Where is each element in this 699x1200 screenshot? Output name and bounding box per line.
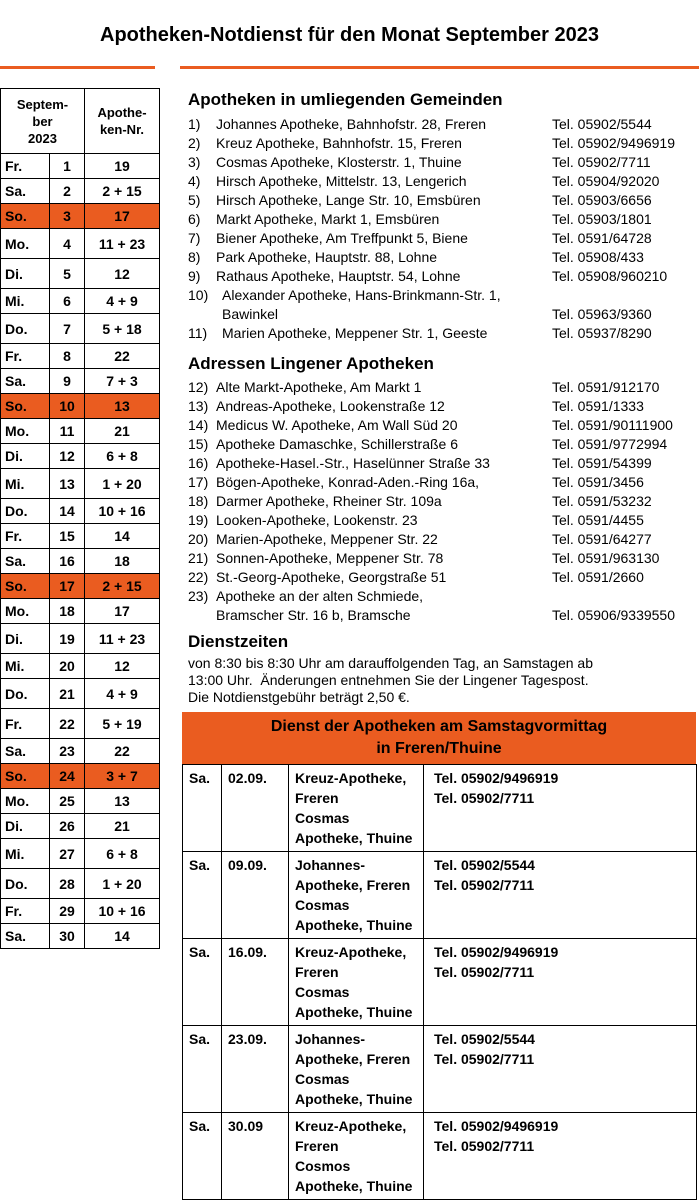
pharmacy-number: 3) <box>188 154 201 170</box>
pharmacy-phone: Tel. 05908/960210 <box>552 268 668 284</box>
schedule-day: So. <box>1 394 50 419</box>
saturday-day: Sa. <box>189 944 211 960</box>
schedule-row <box>1 679 160 709</box>
saturday-cell-ph <box>424 1026 697 1113</box>
schedule-pharmacy-nr: 21 <box>85 814 160 839</box>
pharmacy-phone: Tel. 05906/9339550 <box>552 607 675 623</box>
saturday-date: 30.09 <box>228 1118 264 1134</box>
pharmacy-number: 18) <box>188 493 209 509</box>
schedule-day: Sa. <box>1 924 50 949</box>
pharmacy-phone: Tel. 0591/64277 <box>552 531 652 547</box>
saturday-cell-ap <box>289 852 424 939</box>
saturday-cell-d <box>183 852 222 939</box>
saturday-pharmacy-1: Kreuz-Apotheke, Freren <box>295 1118 407 1154</box>
schedule-date: 20 <box>50 654 85 679</box>
saturday-phone-1: Tel. 05902/5544 <box>434 1031 535 1047</box>
pharmacy-number: 13) <box>188 398 209 414</box>
saturday-pharmacy-1: Johannes-Apotheke, Freren <box>295 1031 411 1067</box>
saturday-pharmacy-2: Cosmos Apotheke, Thuine <box>295 1158 413 1194</box>
schedule-row <box>1 924 160 949</box>
pharmacy-address-continued: Bawinkel <box>222 306 279 322</box>
saturday-phone-1: Tel. 05902/9496919 <box>434 944 559 960</box>
schedule-date: 25 <box>50 789 85 814</box>
schedule-row <box>1 599 160 624</box>
saturday-cell-ph <box>424 1113 697 1200</box>
pharmacy-name-address: Rathaus Apotheke, Hauptstr. 54, Lohne <box>216 268 461 284</box>
schedule-pharmacy-nr: 17 <box>85 204 160 229</box>
schedule-date: 22 <box>50 709 85 739</box>
schedule-day: Sa. <box>1 739 50 764</box>
pharmacy-name-address: Alte Markt-Apotheke, Am Markt 1 <box>216 379 422 395</box>
schedule-day: Do. <box>1 869 50 899</box>
pharmacy-phone: Tel. 0591/2660 <box>552 569 644 585</box>
pharmacy-number: 8) <box>188 249 201 265</box>
divider-right <box>180 66 699 69</box>
saturday-cell-ap <box>289 1113 424 1200</box>
saturday-pharmacy-2: Cosmas Apotheke, Thuine <box>295 897 413 933</box>
schedule-row <box>1 654 160 679</box>
schedule-pharmacy-nr: 4 + 9 <box>85 679 160 709</box>
saturday-date: 23.09. <box>228 1031 267 1047</box>
saturday-phone-1: Tel. 05902/5544 <box>434 857 535 873</box>
saturday-cell-ap <box>289 1026 424 1113</box>
schedule-pharmacy-nr: 14 <box>85 524 160 549</box>
dienstzeiten-fee: Die Notdienstgebühr beträgt 2,50 €. <box>188 689 410 705</box>
pharmacy-name-address: Markt Apotheke, Markt 1, Emsbüren <box>216 211 440 227</box>
saturday-cell-date <box>222 939 289 1026</box>
pharmacy-phone: Tel. 0591/64728 <box>552 230 652 246</box>
saturday-cell-date <box>222 852 289 939</box>
schedule-day: Mo. <box>1 599 50 624</box>
pharmacy-name-address: Kreuz Apotheke, Bahnhofstr. 15, Freren <box>216 135 462 151</box>
schedule-date: 3 <box>50 204 85 229</box>
schedule-date: 4 <box>50 229 85 259</box>
saturday-pharmacy-2: Cosmas Apotheke, Thuine <box>295 984 413 1020</box>
schedule-day: Di. <box>1 444 50 469</box>
schedule-date: 12 <box>50 444 85 469</box>
pharmacy-number: 1) <box>188 116 201 132</box>
schedule-day: Do. <box>1 679 50 709</box>
pharmacy-phone: Tel. 0591/963130 <box>552 550 660 566</box>
schedule-row <box>1 499 160 524</box>
schedule-pharmacy-nr: 22 <box>85 344 160 369</box>
schedule-pharmacy-nr: 3 + 7 <box>85 764 160 789</box>
surrounding-heading: Apotheken in umliegenden Gemeinden <box>188 90 503 109</box>
schedule-row <box>1 524 160 549</box>
saturday-date: 02.09. <box>228 770 267 786</box>
pharmacy-phone: Tel. 0591/53232 <box>552 493 652 509</box>
schedule-day: Sa. <box>1 549 50 574</box>
saturday-phone-1: Tel. 05902/9496919 <box>434 1118 559 1134</box>
schedule-day: Fr. <box>1 899 50 924</box>
schedule-row <box>1 789 160 814</box>
pharmacy-phone: Tel. 05904/92020 <box>552 173 660 189</box>
saturday-pharmacy-1: Johannes-Apotheke, Freren <box>295 857 411 893</box>
saturday-pharmacy-2: Cosmas Apotheke, Thuine <box>295 1071 413 1107</box>
schedule-pharmacy-nr: 18 <box>85 549 160 574</box>
saturday-day: Sa. <box>189 857 211 873</box>
pharmacy-number: 4) <box>188 173 201 189</box>
pharmacy-name-address: Apotheke an der alten Schmiede, <box>216 588 424 604</box>
schedule-day: Mi. <box>1 289 50 314</box>
saturday-cell-d <box>183 939 222 1026</box>
saturday-day: Sa. <box>189 770 211 786</box>
pharmacy-number: 19) <box>188 512 209 528</box>
schedule-date: 13 <box>50 469 85 499</box>
schedule-date: 23 <box>50 739 85 764</box>
schedule-day: Do. <box>1 314 50 344</box>
pharmacy-number: 6) <box>188 211 201 227</box>
pharmacy-phone: Tel. 0591/4455 <box>552 512 644 528</box>
pharmacy-number: 2) <box>188 135 201 151</box>
schedule-pharmacy-nr: 13 <box>85 789 160 814</box>
dienstzeiten-heading: Dienstzeiten <box>188 632 289 651</box>
schedule-day: Mo. <box>1 419 50 444</box>
saturday-cell-ph <box>424 765 697 852</box>
pharmacy-name-address: Darmer Apotheke, Rheiner Str. 109a <box>216 493 442 509</box>
schedule-row <box>1 419 160 444</box>
pharmacy-phone: Tel. 05908/433 <box>552 249 644 265</box>
schedule-date: 30 <box>50 924 85 949</box>
schedule-date: 11 <box>50 419 85 444</box>
schedule-row <box>1 469 160 499</box>
schedule-pharmacy-nr: 7 + 3 <box>85 369 160 394</box>
saturday-cell-date <box>222 765 289 852</box>
saturday-heading-line-2: in Freren/Thuine <box>376 740 502 757</box>
schedule-date: 9 <box>50 369 85 394</box>
schedule-pharmacy-nr: 11 + 23 <box>85 229 160 259</box>
page-title: Apotheken-Notdienst für den Monat September 2023 <box>100 24 599 46</box>
saturday-phone-2: Tel. 05902/7711 <box>434 1051 535 1067</box>
saturday-date: 16.09. <box>228 944 267 960</box>
schedule-day: Fr. <box>1 709 50 739</box>
schedule-day: So. <box>1 574 50 599</box>
pharmacy-phone: Tel. 05937/8290 <box>552 325 652 341</box>
header-pharmacy-number: Apothe- ken-Nr. <box>85 89 160 154</box>
schedule-row <box>1 839 160 869</box>
schedule-pharmacy-nr: 4 + 9 <box>85 289 160 314</box>
schedule-row <box>1 899 160 924</box>
pharmacy-name-address: Looken-Apotheke, Lookenstr. 23 <box>216 512 418 528</box>
schedule-row <box>1 289 160 314</box>
schedule-day: Mi. <box>1 654 50 679</box>
saturday-cell-ap <box>289 765 424 852</box>
pharmacy-name-address: Andreas-Apotheke, Lookenstraße 12 <box>216 398 445 414</box>
schedule-date: 10 <box>50 394 85 419</box>
pharmacy-number: 17) <box>188 474 209 490</box>
divider-left <box>0 66 155 69</box>
saturday-phone-2: Tel. 05902/7711 <box>434 964 535 980</box>
pharmacy-number: 12) <box>188 379 209 395</box>
schedule-pharmacy-nr: 21 <box>85 419 160 444</box>
pharmacy-name-address: Johannes Apotheke, Bahnhofstr. 28, Freren <box>216 116 487 132</box>
pharmacy-number: 14) <box>188 417 209 433</box>
schedule-date: 26 <box>50 814 85 839</box>
schedule-day: Mo. <box>1 789 50 814</box>
dienstzeiten-line-1: von 8:30 bis 8:30 Uhr am darauffolgenden Tag, an Samstagen ab <box>188 655 593 671</box>
schedule-pharmacy-nr: 5 + 19 <box>85 709 160 739</box>
schedule-row <box>1 259 160 289</box>
schedule-row <box>1 814 160 839</box>
pharmacy-number: 9) <box>188 268 201 284</box>
pharmacy-phone: Tel. 0591/9772994 <box>552 436 668 452</box>
saturday-phone-2: Tel. 05902/7711 <box>434 1138 535 1154</box>
schedule-pharmacy-nr: 10 + 16 <box>85 499 160 524</box>
schedule-row <box>1 739 160 764</box>
schedule-row <box>1 154 160 179</box>
pharmacy-name-address: Alexander Apotheke, Hans-Brinkmann-Str. 1, <box>222 287 501 303</box>
schedule-day: Do. <box>1 499 50 524</box>
saturday-row <box>183 852 697 939</box>
schedule-pharmacy-nr: 2 + 15 <box>85 574 160 599</box>
pharmacy-name-address: Medicus W. Apotheke, Am Wall Süd 20 <box>216 417 458 433</box>
schedule-row <box>1 229 160 259</box>
schedule-date: 17 <box>50 574 85 599</box>
schedule-pharmacy-nr: 14 <box>85 924 160 949</box>
saturday-table <box>182 764 697 1200</box>
pharmacy-name-address: Apotheke-Hasel.-Str., Haselünner Straße 33 <box>216 455 490 471</box>
saturday-cell-ph <box>424 852 697 939</box>
pharmacy-number: 11) <box>188 325 208 341</box>
schedule-date: 2 <box>50 179 85 204</box>
schedule-date: 21 <box>50 679 85 709</box>
saturday-heading-line-1: Dienst der Apotheken am Samstagvormittag <box>270 718 608 735</box>
pharmacy-name-address: Marien Apotheke, Meppener Str. 1, Geeste <box>222 325 488 341</box>
schedule-day: So. <box>1 204 50 229</box>
schedule-pharmacy-nr: 12 <box>85 654 160 679</box>
pharmacy-phone: Tel. 0591/3456 <box>552 474 644 490</box>
schedule-pharmacy-nr: 11 + 23 <box>85 624 160 654</box>
schedule-pharmacy-nr: 6 + 8 <box>85 444 160 469</box>
pharmacy-number: 10) <box>188 287 209 303</box>
schedule-pharmacy-nr: 1 + 20 <box>85 469 160 499</box>
schedule-row <box>1 179 160 204</box>
schedule-row <box>1 764 160 789</box>
pharmacy-phone: Tel. 05903/6656 <box>552 192 652 208</box>
saturday-pharmacy-2: Cosmas Apotheke, Thuine <box>295 810 413 846</box>
pharmacy-name-address: Park Apotheke, Hauptstr. 88, Lohne <box>216 249 438 265</box>
schedule-day: Di. <box>1 624 50 654</box>
schedule-row <box>1 444 160 469</box>
pharmacy-phone: Tel. 05902/5544 <box>552 116 652 132</box>
saturday-day: Sa. <box>189 1031 211 1047</box>
schedule-pharmacy-nr: 5 + 18 <box>85 314 160 344</box>
schedule-date: 24 <box>50 764 85 789</box>
saturday-row <box>183 765 697 852</box>
schedule-date: 16 <box>50 549 85 574</box>
schedule-date: 19 <box>50 624 85 654</box>
saturday-row <box>183 939 697 1026</box>
schedule-date: 14 <box>50 499 85 524</box>
schedule-date: 18 <box>50 599 85 624</box>
pharmacy-number: 23) <box>188 588 209 604</box>
schedule-day: Di. <box>1 259 50 289</box>
pharmacy-name-address: Cosmas Apotheke, Klosterstr. 1, Thuine <box>216 154 462 170</box>
pharmacy-phone: Tel. 0591/90111900 <box>552 417 673 433</box>
schedule-day: So. <box>1 764 50 789</box>
schedule-row <box>1 369 160 394</box>
lingen-heading: Adressen Lingener Apotheken <box>188 354 434 373</box>
schedule-pharmacy-nr: 12 <box>85 259 160 289</box>
schedule-day: Sa. <box>1 369 50 394</box>
schedule-day: Di. <box>1 814 50 839</box>
pharmacy-phone: Tel. 0591/54399 <box>552 455 652 471</box>
pharmacy-name-address: Apotheke Damaschke, Schillerstraße 6 <box>216 436 458 452</box>
schedule-date: 8 <box>50 344 85 369</box>
pharmacy-address-continued: Bramscher Str. 16 b, Bramsche <box>216 607 411 623</box>
pharmacy-phone: Tel. 05902/9496919 <box>552 135 675 151</box>
saturday-cell-date <box>222 1026 289 1113</box>
schedule-row <box>1 624 160 654</box>
saturday-day: Sa. <box>189 1118 211 1134</box>
pharmacy-number: 20) <box>188 531 209 547</box>
pharmacy-name-address: Marien-Apotheke, Meppener Str. 22 <box>216 531 438 547</box>
saturday-row <box>183 1026 697 1113</box>
schedule-date: 1 <box>50 154 85 179</box>
saturday-cell-date <box>222 1113 289 1200</box>
schedule-date: 27 <box>50 839 85 869</box>
saturday-cell-d <box>183 1113 222 1200</box>
pharmacy-name-address: Sonnen-Apotheke, Meppener Str. 78 <box>216 550 444 566</box>
pharmacy-phone: Tel. 0591/1333 <box>552 398 644 414</box>
pharmacy-number: 16) <box>188 455 209 471</box>
saturday-pharmacy-1: Kreuz-Apotheke, Freren <box>295 944 407 980</box>
dienstzeiten-text <box>188 655 688 706</box>
schedule-pharmacy-nr: 10 + 16 <box>85 899 160 924</box>
schedule-row <box>1 574 160 599</box>
schedule-row <box>1 204 160 229</box>
pharmacy-number: 5) <box>188 192 201 208</box>
saturday-phone-1: Tel. 05902/9496919 <box>434 770 559 786</box>
pharmacy-phone: Tel. 0591/912170 <box>552 379 660 395</box>
pharmacy-phone: Tel. 05902/7711 <box>552 154 651 170</box>
schedule-pharmacy-nr: 6 + 8 <box>85 839 160 869</box>
schedule-date: 6 <box>50 289 85 314</box>
header-month: Septem- ber 2023 <box>1 89 85 154</box>
pharmacy-number: 21) <box>188 550 209 566</box>
saturday-cell-ph <box>424 939 697 1026</box>
schedule-pharmacy-nr: 2 + 15 <box>85 179 160 204</box>
schedule-date: 7 <box>50 314 85 344</box>
schedule-date: 28 <box>50 869 85 899</box>
schedule-pharmacy-nr: 17 <box>85 599 160 624</box>
saturday-phone-2: Tel. 05902/7711 <box>434 790 535 806</box>
schedule-date: 5 <box>50 259 85 289</box>
saturday-row <box>183 1113 697 1200</box>
schedule-table <box>0 88 160 949</box>
schedule-day: Fr. <box>1 154 50 179</box>
saturday-pharmacy-1: Kreuz-Apotheke, Freren <box>295 770 407 806</box>
schedule-day: Mi. <box>1 839 50 869</box>
schedule-day: Mo. <box>1 229 50 259</box>
schedule-row <box>1 869 160 899</box>
pharmacy-number: 15) <box>188 436 209 452</box>
schedule-day: Fr. <box>1 524 50 549</box>
saturday-cell-d <box>183 1026 222 1113</box>
schedule-day: Mi. <box>1 469 50 499</box>
schedule-row <box>1 344 160 369</box>
pharmacy-phone: Tel. 05963/9360 <box>552 306 652 322</box>
schedule-pharmacy-nr: 13 <box>85 394 160 419</box>
pharmacy-number: 22) <box>188 569 209 585</box>
saturday-cell-ap <box>289 939 424 1026</box>
schedule-row <box>1 314 160 344</box>
pharmacy-phone: Tel. 05903/1801 <box>552 211 652 227</box>
pharmacy-number: 7) <box>188 230 201 246</box>
schedule-pharmacy-nr: 1 + 20 <box>85 869 160 899</box>
pharmacy-name-address: St.-Georg-Apotheke, Georgstraße 51 <box>216 569 447 585</box>
dienstzeiten-line-2: 13:00 Uhr. Änderungen entnehmen Sie der Lingener Tagespost. <box>188 672 589 688</box>
pharmacy-name-address: Biener Apotheke, Am Treffpunkt 5, Biene <box>216 230 468 246</box>
schedule-row <box>1 709 160 739</box>
pharmacy-name-address: Hirsch Apotheke, Lange Str. 10, Emsbüren <box>216 192 481 208</box>
schedule-date: 15 <box>50 524 85 549</box>
schedule-header-row <box>1 89 160 154</box>
schedule-pharmacy-nr: 22 <box>85 739 160 764</box>
saturday-cell-d <box>183 765 222 852</box>
schedule-pharmacy-nr: 19 <box>85 154 160 179</box>
saturday-phone-2: Tel. 05902/7711 <box>434 877 535 893</box>
schedule-date: 29 <box>50 899 85 924</box>
saturday-heading <box>182 712 696 764</box>
schedule-row <box>1 549 160 574</box>
schedule-day: Sa. <box>1 179 50 204</box>
pharmacy-name-address: Bögen-Apotheke, Konrad-Aden.-Ring 16a, <box>216 474 480 490</box>
saturday-date: 09.09. <box>228 857 267 873</box>
pharmacy-name-address: Hirsch Apotheke, Mittelstr. 13, Lengerich <box>216 173 467 189</box>
schedule-row <box>1 394 160 419</box>
schedule-day: Fr. <box>1 344 50 369</box>
